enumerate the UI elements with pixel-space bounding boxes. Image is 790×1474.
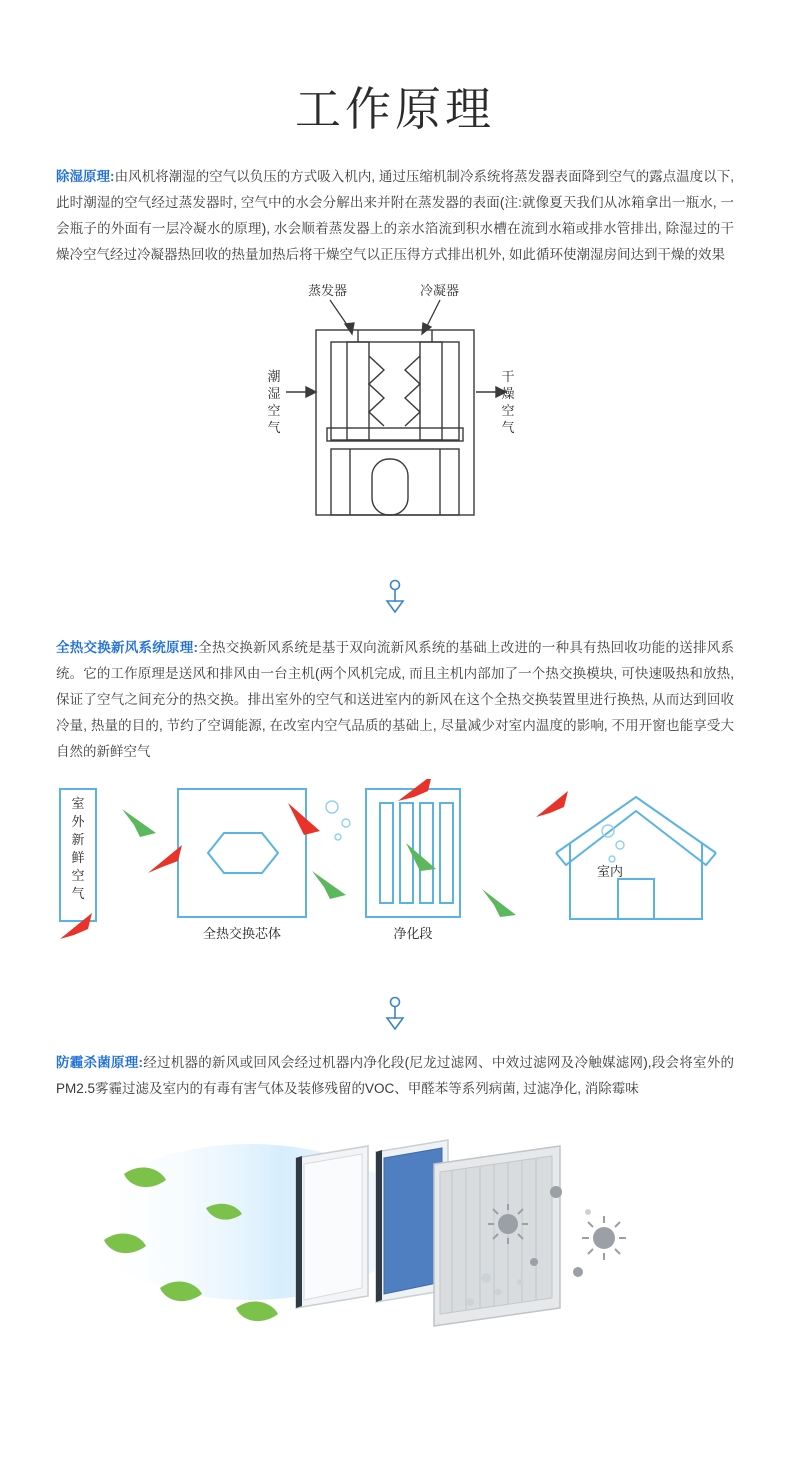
down-arrow-icon-2 <box>380 996 410 1032</box>
dehumidifier-svg <box>0 274 790 579</box>
label-indoor: 室内 <box>596 864 623 879</box>
label-heat-exchange-core: 全热交换芯体 <box>202 926 281 941</box>
filter-svg <box>0 1112 790 1342</box>
label-outdoor-air: 室外新鲜空气 <box>71 796 85 901</box>
label-evaporator: 蒸发器 <box>308 283 348 298</box>
flow-divider-1 <box>0 579 790 615</box>
label-outlet-air: 干燥空气 <box>501 369 515 435</box>
section-label-antibacterial: 防霾杀菌原理: <box>56 1055 144 1070</box>
section-text-erv: 全热交换新风系统是基于双向流新风系统的基础上改进的一种具有热回收功能的送排风系统。它的工作原理是送风和排风由一台主机(两个风机完成, 而且主机内部加了一个热交换模块, 可快速吸热和放热, 保证了空气之间充分的热交换。排出室外的空气和送进室内的新风在这个全热交换装置里进行换热, 从而达到回收冷量, 热量的目的, 节约了空调能源, 在改室内空气品质的基础上, 尽量减少对室内温度的影响, 不用开窗也能享受大自然的新鲜空气 <box>56 640 735 759</box>
section-text-dehumidify: 由风机将潮湿的空气以负压的方式吸入机内, 通过压缩机制冷系统将蒸发器表面降到空气的露点温度以下, 此时潮湿的空气经过蒸发器时, 空气中的水会分解出来并附在蒸发器的表面(注:就像夏天我们从冰箱拿出一瓶水, 一会瓶子的外面有一层冷凝水的原理), 水会顺着蒸发器上的亲水箔流到积水槽在流到水箱或排水管排出, 除湿过的干燥冷空气经过冷凝器热回收的热量加热后将干燥空气以正压得方式排出机外, 如此循环使潮湿房间达到干燥的效果 <box>56 169 734 262</box>
down-arrow-icon <box>380 579 410 615</box>
erv-diagram <box>0 779 790 984</box>
flow-divider-2 <box>0 996 790 1032</box>
section-antibacterial <box>0 1050 790 1102</box>
section-label-erv: 全热交换新风系统原理: <box>56 640 198 655</box>
erv-svg <box>0 779 790 984</box>
page-title: 工作原理 <box>295 83 495 135</box>
section-label-dehumidify: 除湿原理: <box>56 169 115 184</box>
label-condenser: 冷凝器 <box>420 283 460 298</box>
section-dehumidify <box>0 164 790 268</box>
section-text-antibacterial: 经过机器的新风或回风会经过机器内净化段(尼龙过滤网、中效过滤网及冷触媒滤网),段会将室外的PM2.5雾霾过滤及室内的有毒有害气体及装修残留的VOC、甲醛苯等系列病菌, 过滤净化, 消除霉味 <box>56 1055 734 1096</box>
dehumidifier-diagram <box>0 274 790 579</box>
section-erv <box>0 635 790 765</box>
label-purification-section: 净化段 <box>393 926 433 941</box>
filter-illustration <box>0 1112 790 1342</box>
label-inlet-air: 潮湿空气 <box>267 369 281 435</box>
